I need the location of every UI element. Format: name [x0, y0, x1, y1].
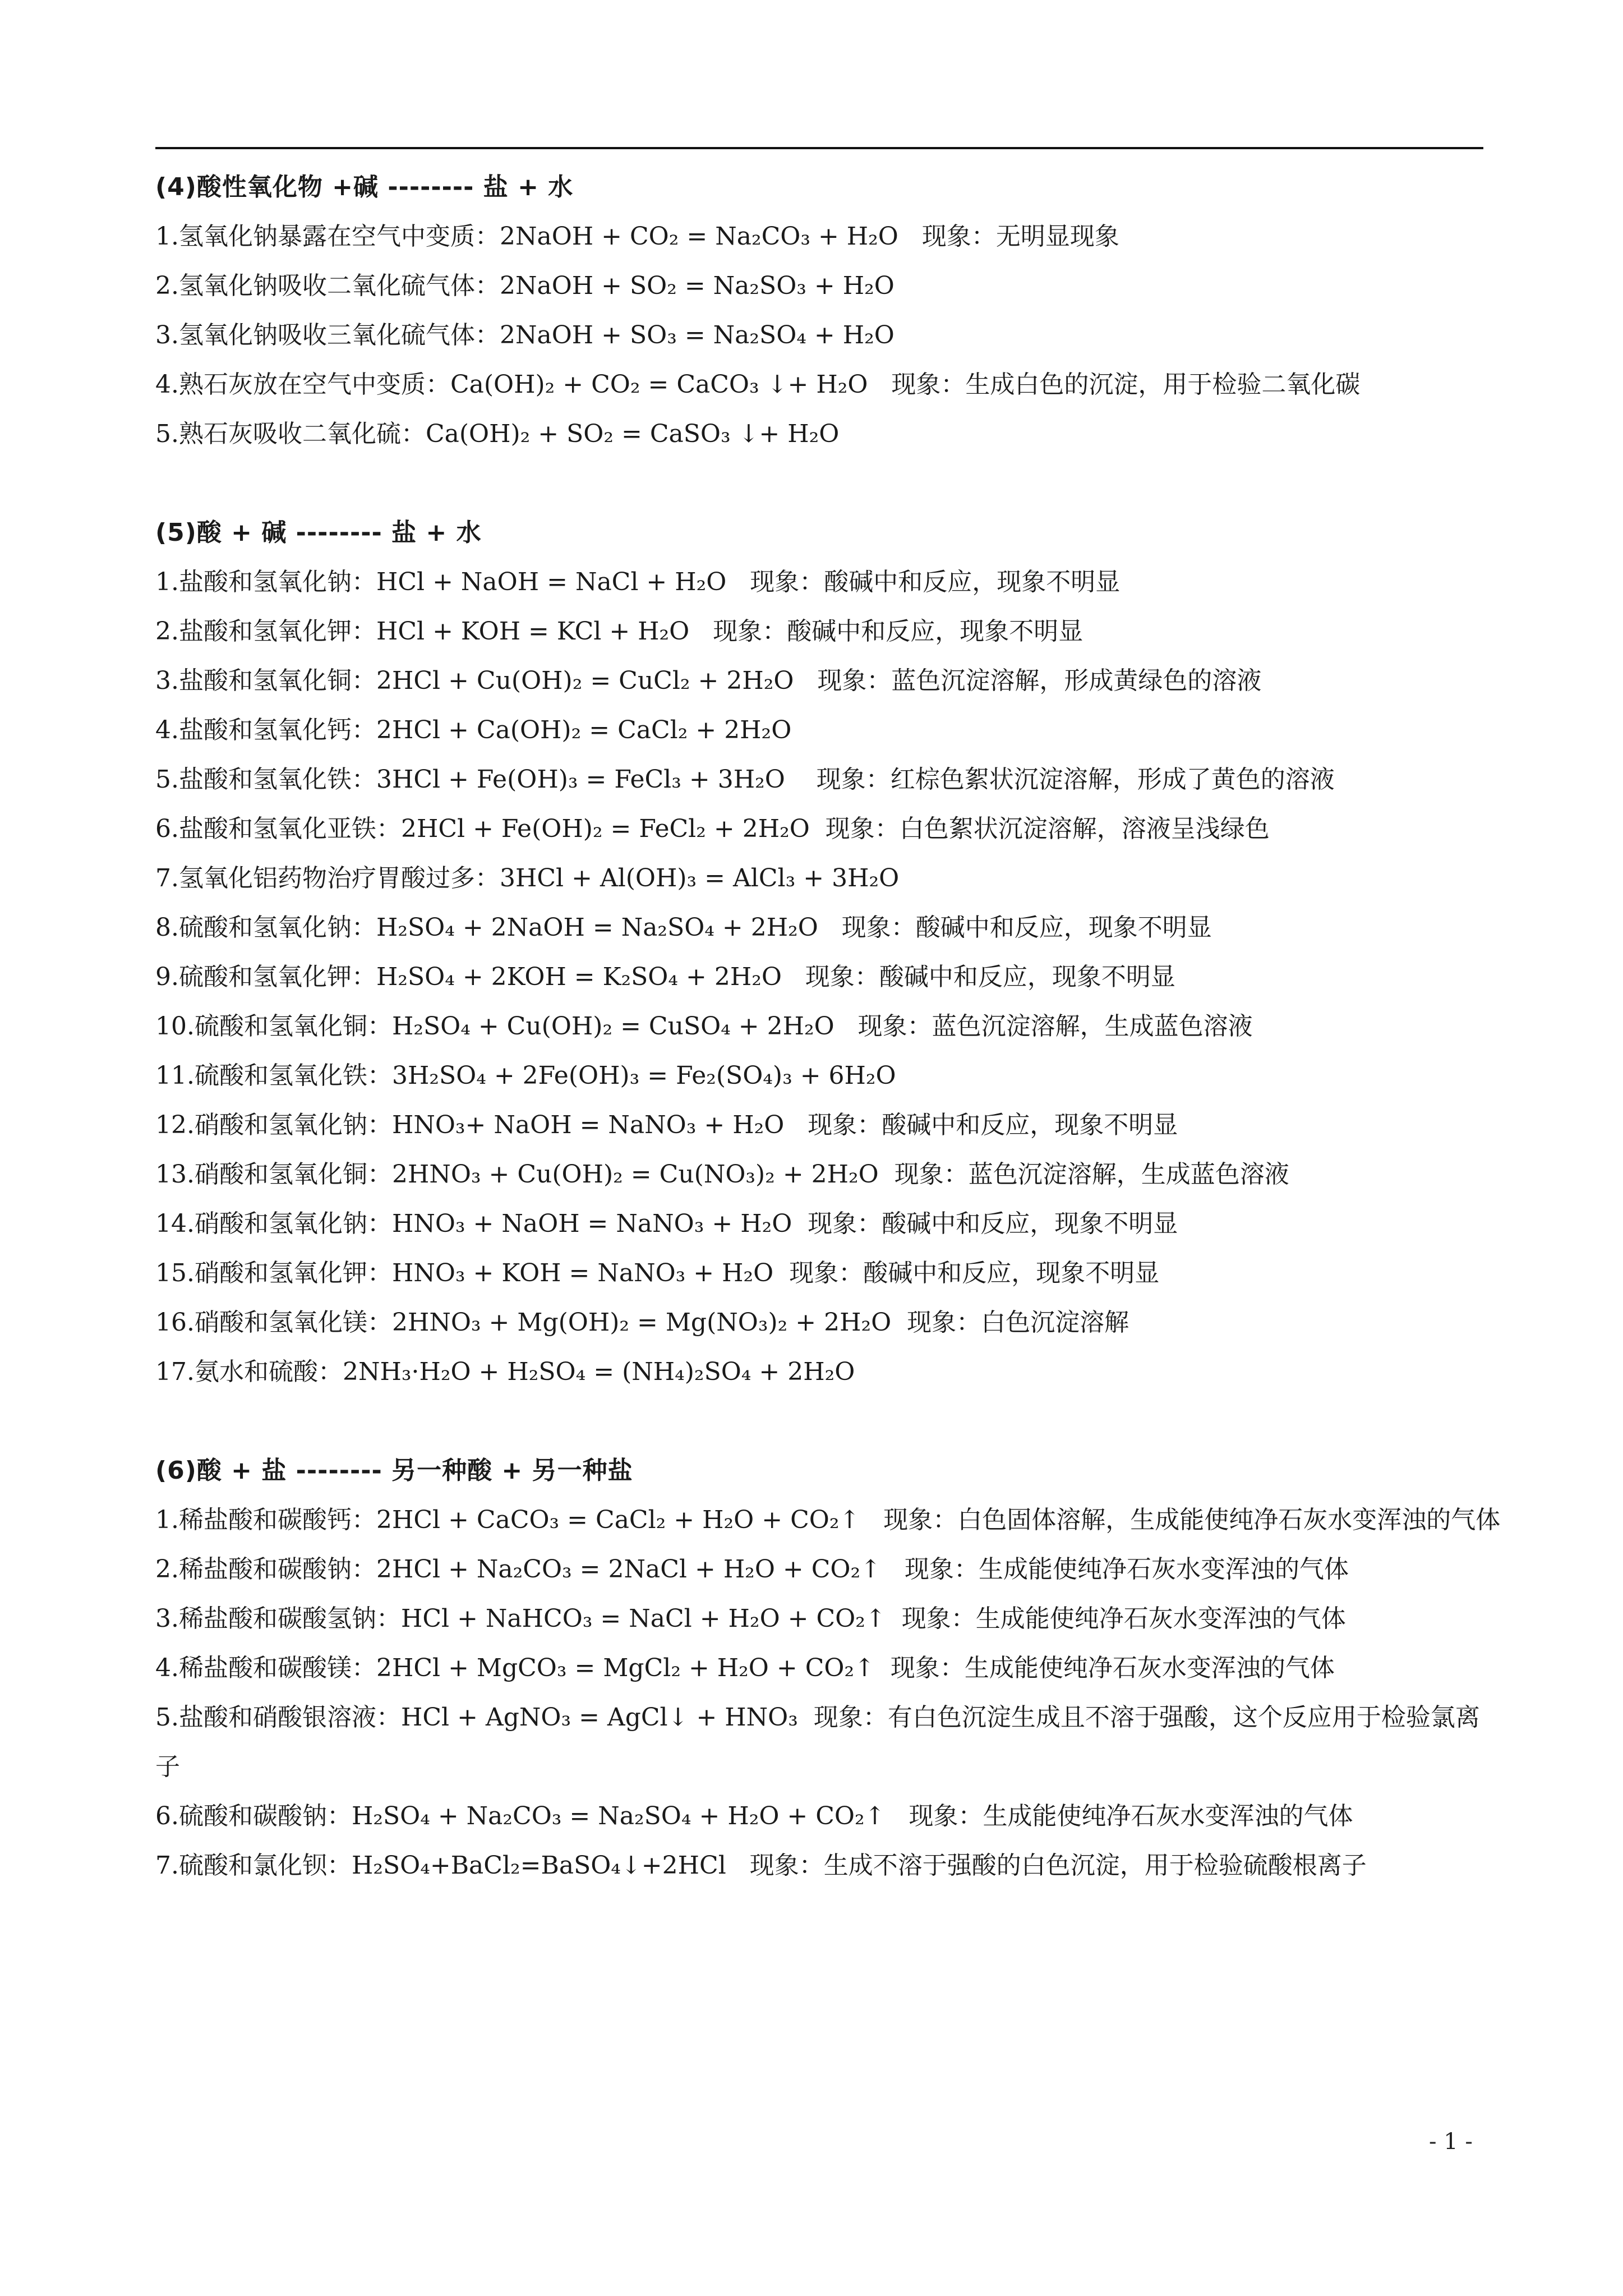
- equation-item: 9.硫酸和氢氧化钾：H₂SO₄ + 2KOH = K₂SO₄ + 2H₂O 现象：酸碱中和反应，现象不明显: [155, 963, 1175, 991]
- equation-item: 7.氢氧化铝药物治疗胃酸过多：3HCl + Al(OH)₃ = AlCl₃ + 3H₂O: [155, 864, 900, 892]
- equation-item: 8.硫酸和氢氧化钠：H₂SO₄ + 2NaOH = Na₂SO₄ + 2H₂O 现象：酸碱中和反应，现象不明显: [155, 913, 1212, 942]
- equation-item: 7.硫酸和氯化钡：H₂SO₄+BaCl₂=BaSO₄↓+2HCl 现象：生成不溶于强酸的白色沉淀，用于检验硫酸根离子: [155, 1851, 1367, 1880]
- section-acid-base: [155, 508, 1501, 1397]
- equation-item: 14.硝酸和氢氧化钠：HNO₃ + NaOH = NaNO₃ + H₂O 现象：酸碱中和反应，现象不明显: [155, 1209, 1178, 1238]
- equation-item: 6.盐酸和氢氧化亚铁：2HCl + Fe(OH)₂ = FeCl₂ + 2H₂O 现象：白色絮状沉淀溶解，溶液呈浅绿色: [155, 815, 1270, 843]
- equation-item: 12.硝酸和氢氧化钠：HNO₃+ NaOH = NaNO₃ + H₂O 现象：酸碱中和反应，现象不明显: [155, 1111, 1178, 1139]
- equation-item: 2.盐酸和氢氧化钾：HCl + KOH = KCl + H₂O 现象：酸碱中和反应，现象不明显: [155, 617, 1083, 646]
- document-body: [155, 163, 1501, 1890]
- equation-item: 13.硝酸和氢氧化铜：2HNO₃ + Cu(OH)₂ = Cu(NO₃)₂ + 2H₂O 现象：蓝色沉淀溶解，生成蓝色溶液: [155, 1160, 1289, 1189]
- equation-item: 4.熟石灰放在空气中变质：Ca(OH)₂ + CO₂ = CaCO₃ ↓+ H₂O 现象：生成白色的沉淀，用于检验二氧化碳: [155, 370, 1361, 399]
- header-rule: [155, 147, 1483, 149]
- equation-item: 3.氢氧化钠吸收三氧化硫气体：2NaOH + SO₃ = Na₂SO₄ + H₂O: [155, 321, 895, 349]
- equation-item: 1.盐酸和氢氧化钠：HCl + NaOH = NaCl + H₂O 现象：酸碱中和反应，现象不明显: [155, 568, 1121, 596]
- equation-item: 3.稀盐酸和碳酸氢钠：HCl + NaHCO₃ = NaCl + H₂O + CO₂↑ 现象：生成能使纯净石灰水变浑浊的气体: [155, 1604, 1346, 1633]
- section-acidic-oxide-base: [155, 163, 1501, 459]
- equation-item: 2.稀盐酸和碳酸钠：2HCl + Na₂CO₃ = 2NaCl + H₂O + CO₂↑ 现象：生成能使纯净石灰水变浑浊的气体: [155, 1555, 1349, 1584]
- equation-item: 5.盐酸和氢氧化铁：3HCl + Fe(OH)₃ = FeCl₃ + 3H₂O 现象：红棕色絮状沉淀溶解，形成了黄色的溶液: [155, 765, 1335, 794]
- equation-item: 1.氢氧化钠暴露在空气中变质：2NaOH + CO₂ = Na₂CO₃ + H₂O 现象：无明显现象: [155, 222, 1119, 251]
- equation-item: 17.氨水和硫酸：2NH₃·H₂O + H₂SO₄ = (NH₄)₂SO₄ + 2H₂O: [155, 1358, 855, 1386]
- equation-item: 16.硝酸和氢氧化镁：2HNO₃ + Mg(OH)₂ = Mg(NO₃)₂ + 2H₂O 现象：白色沉淀溶解: [155, 1308, 1129, 1337]
- equation-item: 2.氢氧化钠吸收二氧化硫气体：2NaOH + SO₂ = Na₂SO₃ + H₂O: [155, 272, 895, 300]
- equation-item: 6.硫酸和碳酸钠：H₂SO₄ + Na₂CO₃ = Na₂SO₄ + H₂O + CO₂↑ 现象：生成能使纯净石灰水变浑浊的气体: [155, 1802, 1353, 1830]
- equation-item: 3.盐酸和氢氧化铜：2HCl + Cu(OH)₂ = CuCl₂ + 2H₂O 现象：蓝色沉淀溶解，形成黄绿色的溶液: [155, 666, 1262, 695]
- equation-item: 11.硫酸和氢氧化铁：3H₂SO₄ + 2Fe(OH)₃ = Fe₂(SO₄)₃ + 6H₂O: [155, 1061, 896, 1090]
- equation-item: 5.盐酸和硝酸银溶液：HCl + AgNO₃ = AgCl↓ + HNO₃ 现象：有白色沉淀生成且不溶于强酸，这个反应用于检验氯离子: [155, 1703, 1480, 1781]
- section-heading: (6)酸 + 盐 -------- 另一种酸 + 另一种盐: [155, 1456, 633, 1485]
- equation-item: 10.硫酸和氢氧化铜：H₂SO₄ + Cu(OH)₂ = CuSO₄ + 2H₂O 现象：蓝色沉淀溶解，生成蓝色溶液: [155, 1012, 1253, 1041]
- page-number: - 1 -: [1429, 2129, 1473, 2155]
- equation-item: 5.熟石灰吸收二氧化硫：Ca(OH)₂ + SO₂ = CaSO₃ ↓+ H₂O: [155, 420, 840, 448]
- equation-item: 1.稀盐酸和碳酸钙：2HCl + CaCO₃ = CaCl₂ + H₂O + CO₂↑ 现象：白色固体溶解，生成能使纯净石灰水变浑浊的气体: [155, 1506, 1501, 1534]
- equation-item: 4.稀盐酸和碳酸镁：2HCl + MgCO₃ = MgCl₂ + H₂O + CO₂↑ 现象：生成能使纯净石灰水变浑浊的气体: [155, 1654, 1335, 1682]
- equation-item: 15.硝酸和氢氧化钾：HNO₃ + KOH = NaNO₃ + H₂O 现象：酸碱中和反应，现象不明显: [155, 1259, 1160, 1287]
- section-heading: (4)酸性氧化物 +碱 -------- 盐 + 水: [155, 173, 574, 201]
- section-acid-salt: [155, 1446, 1501, 1890]
- equation-item: 4.盐酸和氢氧化钙：2HCl + Ca(OH)₂ = CaCl₂ + 2H₂O: [155, 716, 792, 744]
- section-heading: (5)酸 + 碱 -------- 盐 + 水: [155, 518, 482, 547]
